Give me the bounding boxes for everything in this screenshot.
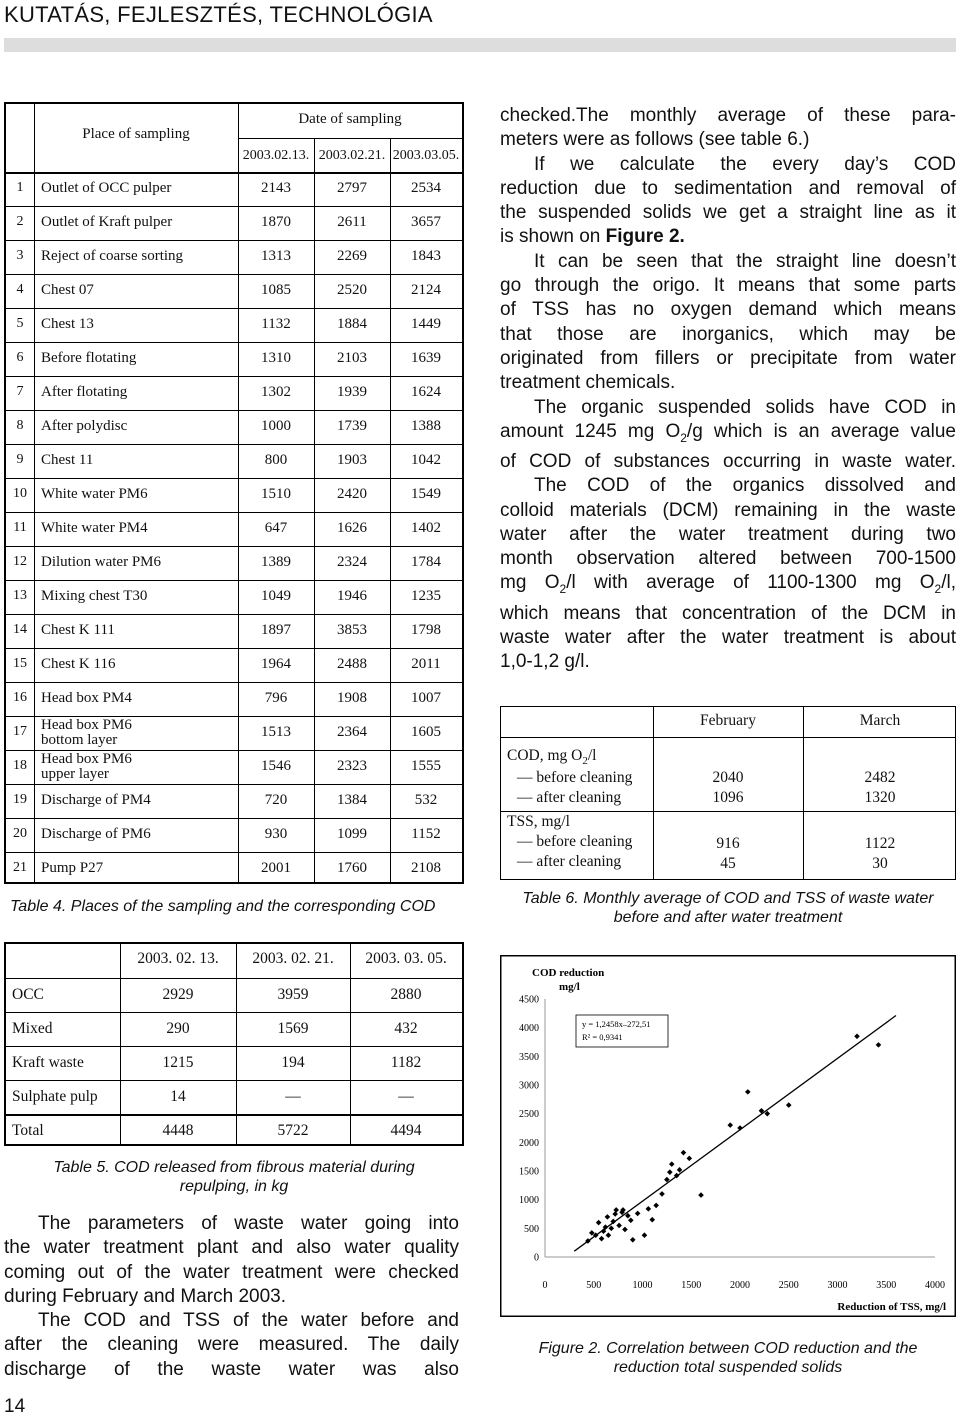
para-line xyxy=(500,420,956,450)
table-4-cell: 2420 xyxy=(337,486,367,502)
table-4-row-place: White water PM6 xyxy=(41,486,148,502)
table-5-cell: — xyxy=(285,1088,301,1105)
x-tick-label: 2000 xyxy=(730,1280,750,1291)
table-4-cell: 2103 xyxy=(337,350,367,366)
table-4-row-place: Pump P27 xyxy=(41,860,104,876)
table-5-cell: — xyxy=(398,1088,414,1105)
table-4-hline xyxy=(6,206,462,207)
table-6-caption-line1: Table 6. Monthly average of COD and TSS of waste water xyxy=(522,890,934,907)
header-rule-bar xyxy=(4,38,956,52)
table-6-tss-label: TSS, mg/l xyxy=(507,813,570,830)
data-point xyxy=(605,1214,611,1220)
para-line: water after the water treatment during two xyxy=(500,523,956,545)
table-6-cod-label xyxy=(507,747,596,767)
table-4-cell: 1760 xyxy=(337,860,367,876)
x-tick-label: 2500 xyxy=(778,1280,799,1291)
table-4-cell: 2143 xyxy=(261,180,291,196)
para-line: If we calculate the every day’s COD xyxy=(534,153,956,175)
subscript: 2 xyxy=(559,582,567,597)
data-point xyxy=(646,1206,652,1212)
table-4-cell: 2488 xyxy=(337,656,367,672)
table-5-cell: 1182 xyxy=(390,1054,422,1071)
figure-2-caption xyxy=(500,1339,956,1377)
table-4-cell: 1605 xyxy=(411,724,441,740)
text-run: mg O xyxy=(500,572,560,594)
table-4-cell: 1449 xyxy=(411,316,441,332)
table-6-hline xyxy=(501,737,955,738)
table-4-hline xyxy=(6,342,462,343)
table-4-hline xyxy=(238,138,462,139)
x-tick-label: 500 xyxy=(586,1280,602,1291)
table-6-cell: 2040 xyxy=(712,769,744,786)
table-5-caption-line1: Table 5. COD released from fibrous material during xyxy=(53,1159,415,1176)
para-line: treatment chemicals. xyxy=(500,372,676,394)
para-line: originated from fillers or precipitate from water xyxy=(500,347,956,369)
y-tick-label: 3500 xyxy=(519,1051,539,1063)
table-5-row-label: Sulphate pulp xyxy=(12,1088,98,1105)
data-point xyxy=(599,1236,605,1242)
data-point xyxy=(613,1207,619,1213)
table-4-cell: 1939 xyxy=(337,384,367,400)
data-point xyxy=(745,1089,751,1095)
data-point xyxy=(727,1122,733,1128)
subscript: 2 xyxy=(934,582,942,597)
table-4-row-place: Head box PM6 xyxy=(41,751,132,767)
y-tick-label: 3000 xyxy=(519,1080,539,1092)
x-tick-label: 1500 xyxy=(681,1280,702,1291)
figure-2-scatter-chart xyxy=(500,955,956,1317)
para-line: The COD and TSS of the water before and xyxy=(38,1310,459,1332)
table-5-cell: 3959 xyxy=(277,986,309,1003)
table-4-row-number: 11 xyxy=(13,520,27,535)
y-tick-label: 0 xyxy=(534,1252,539,1264)
table-4-row-place-sub: upper layer xyxy=(41,766,109,782)
table-4-cell: 1843 xyxy=(411,248,441,264)
para-line: go through the origo. It means that some parts xyxy=(500,275,956,297)
table-6-cell: 30 xyxy=(872,855,888,872)
table-4-caption: Table 4. Places of the sampling and the corresponding COD xyxy=(10,898,436,915)
table-4-cell: 1389 xyxy=(261,554,291,570)
table-5-cell: 2880 xyxy=(390,986,422,1003)
table-4-cell: 1007 xyxy=(411,690,441,706)
table-4-vline xyxy=(34,104,35,882)
table-6-header-february: February xyxy=(700,712,756,729)
table-4-cell: 3853 xyxy=(337,622,367,638)
table-4-hline xyxy=(6,274,462,275)
para-line: of COD of substances occurring in waste water. xyxy=(500,450,956,472)
table-4-cell: 1388 xyxy=(411,418,441,434)
table-4-row-number: 18 xyxy=(13,758,27,773)
table-4-row-place: Chest 13 xyxy=(41,316,94,332)
table-4-row-number: 20 xyxy=(13,826,27,841)
table-5-cell: 290 xyxy=(166,1020,190,1037)
para-line: that those are inorganics, which may be xyxy=(500,323,956,345)
table-4-row-place: Dilution water PM6 xyxy=(41,554,161,570)
data-point xyxy=(630,1237,636,1243)
para-line: during February and March 2003. xyxy=(4,1285,286,1307)
para-line: waste water after the water treatment is about xyxy=(500,626,956,648)
table-4-row-number: 17 xyxy=(13,724,27,739)
table-4-row-number: 15 xyxy=(13,656,27,671)
table-4-cell: 1897 xyxy=(261,622,291,638)
table-4-cell: 2011 xyxy=(411,656,441,672)
x-tick-label: 4000 xyxy=(925,1280,945,1291)
table-4-cell: 1384 xyxy=(337,792,367,808)
text-run: /l xyxy=(587,747,597,764)
table-4-row-place: Chest K 111 xyxy=(41,622,115,638)
para-line: colloid materials (DCM) remaining in the waste xyxy=(500,499,956,521)
table-4-row-place: After flotating xyxy=(41,384,128,400)
table-4-hline xyxy=(6,240,462,241)
table-4-row-place: Chest 07 xyxy=(41,282,94,298)
table-4-cell: 1884 xyxy=(337,316,367,332)
table-5-header-date: 2003. 02. 13. xyxy=(137,950,219,967)
data-point xyxy=(606,1232,612,1238)
table-4-hline xyxy=(6,852,462,853)
table-4-row-number: 14 xyxy=(13,622,27,637)
table-4-row-place: Head box PM6 xyxy=(41,717,132,733)
table-4-header-date-col: 2003.02.13. xyxy=(242,148,310,163)
table-4-row-place: Mixing chest T30 xyxy=(41,588,148,604)
para-line: the suspended solids we get a straight line as it xyxy=(500,202,956,224)
table-4-cell: 1235 xyxy=(411,588,441,604)
table-4-hline xyxy=(6,818,462,819)
table-4-cell: 1624 xyxy=(411,384,441,400)
y-tick-label: 2500 xyxy=(519,1109,539,1121)
y-axis-title-line1: COD reduction xyxy=(532,967,605,979)
table-4-row-place: Reject of coarse sorting xyxy=(41,248,184,264)
table-4-cell: 1549 xyxy=(411,486,441,502)
table-5-cell: 14 xyxy=(170,1088,186,1105)
table-5-hline xyxy=(6,1080,462,1081)
table-4-row-place: Discharge of PM6 xyxy=(41,826,151,842)
table-4-cell: 930 xyxy=(264,826,288,842)
data-point xyxy=(669,1161,675,1167)
table-4-row-place: Outlet of Kraft pulper xyxy=(41,214,173,230)
y-tick-label: 2000 xyxy=(519,1137,539,1149)
y-tick-label: 4000 xyxy=(519,1023,539,1035)
para-line: It can be seen that the straight line doesn’t xyxy=(534,250,956,272)
table-4-cell: 2797 xyxy=(337,180,367,196)
table-4-hline xyxy=(6,444,462,445)
table-4-cell: 720 xyxy=(264,792,288,808)
table-4-cell: 2534 xyxy=(411,180,441,196)
table-4-cell: 1313 xyxy=(261,248,291,264)
table-4-row-number: 13 xyxy=(13,588,27,603)
table-4-hline xyxy=(6,614,462,615)
trend-r-squared: R² = 0,9341 xyxy=(582,1032,623,1042)
table-4-cell: 1546 xyxy=(261,758,291,774)
text-run: /g which is an average value xyxy=(686,420,956,442)
para-line: discharge of the waste water was also xyxy=(4,1358,459,1380)
y-tick-label: 1000 xyxy=(519,1195,539,1207)
data-point xyxy=(635,1211,641,1217)
data-point xyxy=(659,1191,665,1197)
table-4-row-place-sub: bottom layer xyxy=(41,732,118,748)
trend-equation: y = 1,2458x–272,51 xyxy=(582,1019,651,1029)
table-4-hline xyxy=(6,308,462,309)
table-4-hline xyxy=(6,546,462,547)
table-5-caption xyxy=(4,1158,464,1196)
table-4-cell: 800 xyxy=(264,452,288,468)
table-6-caption xyxy=(500,889,956,927)
para-line: The organic suspended solids have COD in xyxy=(534,396,956,418)
table-6-cell: 1320 xyxy=(864,789,896,806)
x-tick-label: 1000 xyxy=(632,1280,653,1291)
para-line: 1,0-1,2 g/l. xyxy=(500,651,590,673)
table-6-cell: 45 xyxy=(720,855,736,872)
trend-line xyxy=(574,1015,896,1251)
table-4-cell: 1739 xyxy=(337,418,367,434)
data-point xyxy=(622,1227,628,1233)
table-4-cell: 1870 xyxy=(261,214,291,230)
table-4-cell: 1310 xyxy=(261,350,291,366)
table-4-hline xyxy=(6,478,462,479)
table-4-cell: 1964 xyxy=(261,656,291,672)
chart-frame xyxy=(501,956,956,1317)
table-4-row-place: Before flotating xyxy=(41,350,137,366)
table-6-header-march: March xyxy=(859,712,901,729)
table-4-cell: 1085 xyxy=(261,282,291,298)
table-4-cell: 2269 xyxy=(337,248,367,264)
y-axis-title-line2: mg/l xyxy=(559,981,580,993)
table-4-cell: 1099 xyxy=(337,826,367,842)
y-tick-label: 500 xyxy=(524,1223,539,1235)
table-4-header-date-col: 2003.03.05. xyxy=(392,148,460,163)
table-4-hline xyxy=(6,682,462,683)
table-4-cell: 1510 xyxy=(261,486,291,502)
table-4-row-number: 1 xyxy=(16,180,24,195)
table-5-hline xyxy=(6,1046,462,1047)
table-6 xyxy=(500,706,956,880)
data-point xyxy=(596,1220,602,1226)
para-line: The COD of the organics dissolved and xyxy=(534,475,956,497)
table-6-tss-before-label: — before cleaning xyxy=(517,833,633,850)
table-4-cell: 1903 xyxy=(337,452,367,468)
table-5-header-date: 2003. 02. 21. xyxy=(252,950,334,967)
table-4-cell: 1042 xyxy=(411,452,441,468)
table-4-cell: 2108 xyxy=(411,860,441,876)
table-4-cell: 2324 xyxy=(337,554,367,570)
table-4-row-place: White water PM4 xyxy=(41,520,148,536)
table-4-hline xyxy=(6,376,462,377)
table-5 xyxy=(4,942,464,1146)
table-5-cell: 2929 xyxy=(162,986,194,1003)
y-tick-label: 4500 xyxy=(519,994,539,1006)
x-tick-label: 3500 xyxy=(876,1280,897,1291)
para-line: of TSS has no oxygen demand which means xyxy=(500,299,956,321)
para-line: which means that concentration of the DCM in xyxy=(500,602,956,624)
running-header-title: KUTATÁS, FEJLESZTÉS, TECHNOLÓGIA xyxy=(4,2,433,27)
text-run: is shown on xyxy=(500,226,606,248)
data-point xyxy=(628,1218,634,1224)
table-4-cell: 2520 xyxy=(337,282,367,298)
table-6-cell: 1096 xyxy=(712,789,744,806)
para-line: The parameters of waste water going into xyxy=(38,1213,459,1234)
data-point xyxy=(698,1192,704,1198)
table-5-row-label: OCC xyxy=(12,986,44,1003)
table-4 xyxy=(4,102,464,884)
table-4-hline xyxy=(6,648,462,649)
table-5-hline xyxy=(6,1114,462,1116)
table-4-row-number: 16 xyxy=(13,690,27,705)
text-run: /l, xyxy=(941,572,957,594)
table-4-cell: 2323 xyxy=(337,758,367,774)
table-4-cell: 796 xyxy=(264,690,288,706)
table-6-cell: 1122 xyxy=(864,835,896,852)
table-4-row-place: Chest K 116 xyxy=(41,656,116,672)
data-point xyxy=(667,1169,673,1175)
table-4-row-number: 12 xyxy=(13,554,27,569)
para-line: reduction due to sedimentation and removal of xyxy=(500,177,956,199)
data-point xyxy=(653,1203,659,1209)
table-4-row-number: 10 xyxy=(13,486,27,501)
table-5-header-date: 2003. 03. 05. xyxy=(365,950,447,967)
table-6-cod-before-label: — before cleaning xyxy=(517,769,633,786)
table-4-row-number: 19 xyxy=(13,792,27,807)
table-6-cell: 2482 xyxy=(864,769,896,786)
table-5-cell: 4448 xyxy=(162,1122,194,1139)
table-4-row-place: Discharge of PM4 xyxy=(41,792,151,808)
para-line: the water treatment plant and also water quality xyxy=(4,1237,459,1259)
para-line xyxy=(500,571,956,601)
data-point xyxy=(854,1033,860,1039)
table-4-cell: 1152 xyxy=(411,826,441,842)
subscript: 2 xyxy=(680,430,687,445)
table-4-cell: 1784 xyxy=(411,554,441,570)
data-point xyxy=(876,1042,882,1048)
table-5-hline xyxy=(6,1012,462,1013)
table-4-header-place: Place of sampling xyxy=(82,126,190,142)
x-axis-title: Reduction of TSS, mg/l xyxy=(837,1301,946,1313)
table-4-cell: 2001 xyxy=(261,860,291,876)
table-4-hline xyxy=(6,784,462,785)
data-point xyxy=(737,1125,743,1131)
right-body-text xyxy=(500,104,956,674)
table-4-row-place: Outlet of OCC pulper xyxy=(41,180,172,196)
table-4-hline xyxy=(6,172,462,174)
table-4-cell: 1639 xyxy=(411,350,441,366)
x-tick-label: 3000 xyxy=(827,1280,848,1291)
data-point xyxy=(609,1226,615,1232)
table-4-cell: 1626 xyxy=(337,520,367,536)
table-4-row-number: 4 xyxy=(16,282,24,297)
table-4-cell: 1000 xyxy=(261,418,291,434)
table-4-cell: 2124 xyxy=(411,282,441,298)
para-line: checked.The monthly average of these para- xyxy=(500,105,956,126)
table-4-cell: 1908 xyxy=(337,690,367,706)
table-4-cell: 1946 xyxy=(337,588,367,604)
data-point xyxy=(677,1167,683,1173)
table-4-hline xyxy=(6,410,462,411)
table-4-row-place: Head box PM4 xyxy=(41,690,132,706)
figure-2-caption-line2: reduction total suspended solids xyxy=(613,1359,843,1376)
figure-2-caption-line1: Figure 2. Correlation between COD reduction and the xyxy=(538,1340,918,1357)
table-4-cell: 1798 xyxy=(411,622,441,638)
data-point xyxy=(642,1232,648,1238)
table-5-caption-line2: repulping, in kg xyxy=(179,1178,289,1195)
table-4-row-number: 6 xyxy=(16,350,24,365)
table-6-tss-after-label: — after cleaning xyxy=(517,853,622,870)
table-5-row-label: Kraft waste xyxy=(12,1054,84,1071)
y-tick-label: 1500 xyxy=(519,1166,539,1178)
data-point xyxy=(681,1150,687,1156)
table-4-row-number: 8 xyxy=(16,418,24,433)
x-tick-label: 0 xyxy=(542,1280,548,1291)
table-4-cell: 3657 xyxy=(411,214,441,230)
table-4-row-number: 9 xyxy=(16,452,24,467)
table-4-row-number: 5 xyxy=(16,316,24,331)
page-number: 14 xyxy=(4,1396,26,1417)
table-5-cell: 5722 xyxy=(277,1122,309,1139)
table-4-cell: 2611 xyxy=(337,214,367,230)
para-line xyxy=(500,225,956,249)
table-4-row-place: Chest 11 xyxy=(41,452,94,468)
table-6-cell: 916 xyxy=(716,835,740,852)
table-6-cod-after-label: — after cleaning xyxy=(517,789,622,806)
table-6-hline xyxy=(501,811,955,812)
table-5-row-label: Total xyxy=(12,1122,44,1139)
para-line: meters were as follows (see table 6.) xyxy=(500,129,810,151)
table-5-cell: 1215 xyxy=(162,1054,194,1071)
table-4-cell: 1049 xyxy=(261,588,291,604)
table-4-cell: 2364 xyxy=(337,724,367,740)
table-4-row-number: 21 xyxy=(13,860,27,875)
table-5-cell: 432 xyxy=(394,1020,418,1037)
table-5-hline xyxy=(6,978,462,979)
table-4-header-date-col: 2003.02.21. xyxy=(318,148,386,163)
data-point xyxy=(687,1156,693,1162)
data-point xyxy=(649,1217,655,1223)
table-4-cell: 1555 xyxy=(411,758,441,774)
table-4-cell: 1513 xyxy=(261,724,291,740)
table-4-row-number: 2 xyxy=(16,214,24,229)
table-4-cell: 647 xyxy=(264,520,288,536)
table-4-cell: 1302 xyxy=(261,384,291,400)
table-4-hline xyxy=(6,580,462,581)
data-point xyxy=(612,1211,618,1217)
left-body-text xyxy=(4,1212,459,1382)
data-point xyxy=(786,1102,792,1108)
figure-reference: Figure 2. xyxy=(605,226,685,248)
table-4-cell: 1402 xyxy=(411,520,441,536)
subscript: 2 xyxy=(582,755,588,768)
table-4-row-number: 3 xyxy=(16,248,24,263)
table-4-header-date: Date of sampling xyxy=(298,111,402,127)
table-4-cell: 1132 xyxy=(261,316,291,332)
para-line: month observation altered between 700-1500 xyxy=(500,548,956,570)
table-5-cell: 194 xyxy=(281,1054,305,1071)
table-5-row-label: Mixed xyxy=(12,1020,53,1037)
table-5-cell: 1569 xyxy=(277,1020,309,1037)
table-6-caption-line2: before and after water treatment xyxy=(613,909,843,926)
text-run: /l with average of 1100-1300 mg O xyxy=(566,572,935,594)
table-4-hline xyxy=(6,512,462,513)
data-point xyxy=(616,1223,622,1229)
table-4-cell: 532 xyxy=(414,792,438,808)
table-4-row-number: 7 xyxy=(16,384,24,399)
text-run: amount 1245 mg O xyxy=(500,420,681,442)
table-5-cell: 4494 xyxy=(390,1122,422,1139)
text-run: COD, mg O xyxy=(507,747,583,764)
para-line: after the cleaning were measured. The daily xyxy=(4,1334,459,1356)
table-4-row-place: After polydisc xyxy=(41,418,128,434)
para-line: coming out of the water treatment were checked xyxy=(4,1261,459,1283)
